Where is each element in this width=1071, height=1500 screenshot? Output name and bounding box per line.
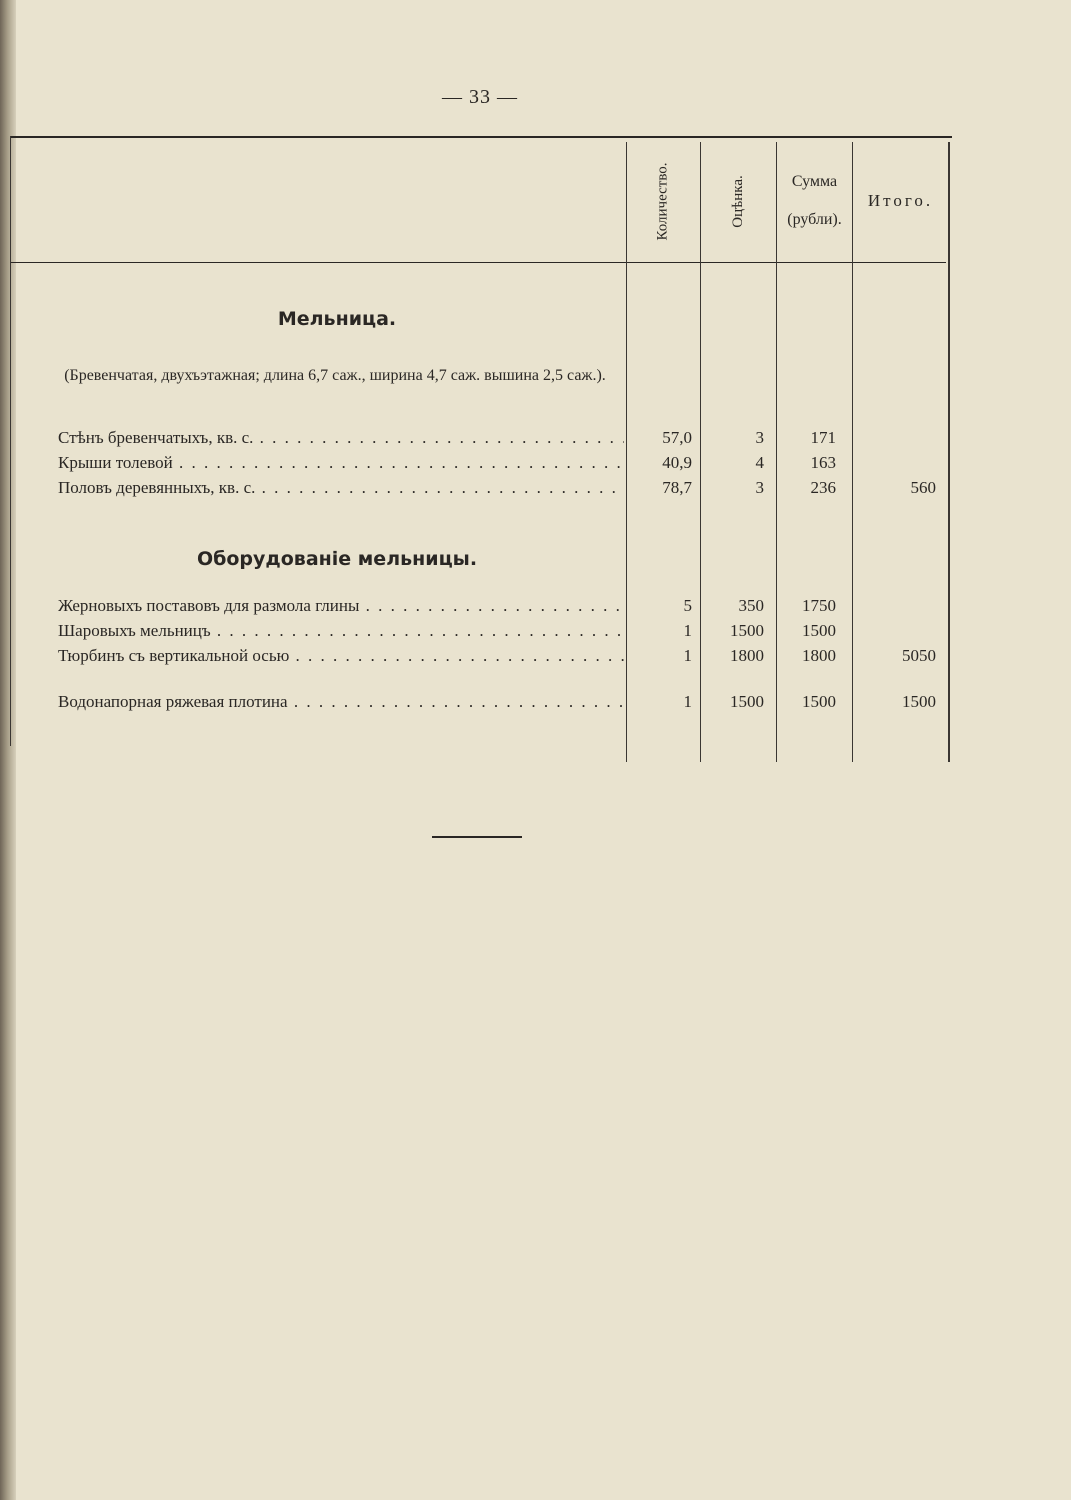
mill-description: (Бревенчатая, двухъэтажная; длина 6,7 саж., ширина 4,7 саж. вышина 2,5 саж.). xyxy=(64,367,606,384)
table-row: Водонапорная ряжевая плотина . . . 1 1500 1500 1500 xyxy=(10,692,952,716)
table-row: Шаровыхъ мельницъ . . . 1 1500 1500 xyxy=(10,621,952,645)
table-top-rule xyxy=(10,136,952,138)
table-row: Половъ деревянныхъ, кв. с. . . . 78,7 3 236 560 xyxy=(10,478,952,502)
table-row: Жерновыхъ поставовъ для размола глины . . . 5 350 1750 xyxy=(10,596,952,620)
table-row: Крыши толевой . . . 40,9 4 163 xyxy=(10,453,952,477)
end-rule xyxy=(432,836,522,838)
header-bottom-rule xyxy=(10,262,946,263)
section-title-equipment: Оборудованіе мельницы. xyxy=(196,548,478,570)
section-title-mill: Мельница. xyxy=(277,308,397,330)
page-number: — 33 — xyxy=(442,86,518,108)
header-quantity: Количество. xyxy=(655,161,671,241)
header-total: Итого. xyxy=(867,191,934,210)
header-sum: Сумма (рубли). xyxy=(787,173,842,228)
header-price: Оцѣнка. xyxy=(730,174,746,228)
table-row: Тюрбинъ съ вертикальной осью . . . 1 1800 1800 5050 xyxy=(10,646,952,670)
table-row: Стѣнъ бревенчатыхъ, кв. с. . . . 57,0 3 171 xyxy=(10,428,952,452)
